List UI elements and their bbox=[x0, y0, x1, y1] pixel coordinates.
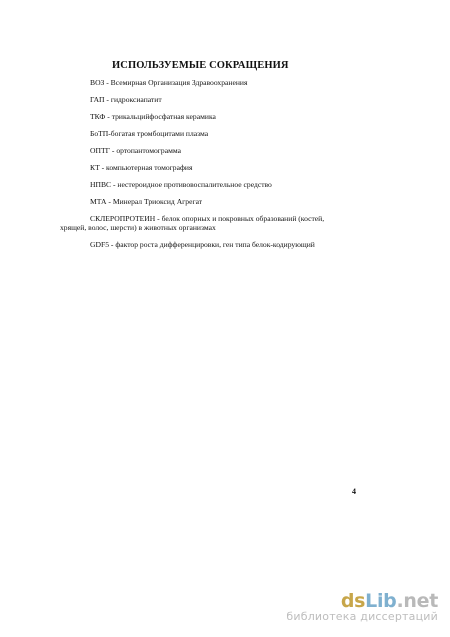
watermark-tagline: библиотека диссертаций bbox=[286, 610, 438, 623]
list-item bbox=[90, 146, 365, 155]
abbreviation-text: ОПТГ - ортопантомограмма bbox=[90, 146, 182, 155]
abbreviation-text: МТА - Минерал Триоксид Агрегат bbox=[90, 197, 203, 206]
page-number: 4 bbox=[352, 487, 356, 496]
list-item bbox=[90, 78, 365, 87]
list-item bbox=[60, 214, 365, 232]
list-item bbox=[90, 197, 365, 206]
watermark-logo-ds: ds bbox=[340, 590, 366, 612]
list-item bbox=[90, 163, 365, 172]
abbreviation-text-line-1: СКЛЕРОПРОТЕИН - белок опорных и покровных образований (костей, bbox=[90, 214, 325, 223]
page-title: ИСПОЛЬЗУЕМЫЕ СОКРАЩЕНИЯ bbox=[112, 60, 289, 71]
abbreviation-list bbox=[60, 78, 365, 257]
watermark-logo-net: .net bbox=[396, 590, 438, 612]
abbreviation-text: ВОЗ - Всемирная Организация Здравоохранения bbox=[90, 78, 248, 87]
abbreviation-text: ГАП - гидроксиапатит bbox=[90, 95, 162, 104]
abbreviation-text: БоТП-богатая тромбоцитами плазма bbox=[90, 129, 209, 138]
list-item bbox=[90, 129, 365, 138]
list-item bbox=[90, 180, 365, 189]
watermark-logo bbox=[286, 591, 438, 611]
watermark bbox=[286, 591, 438, 623]
list-item bbox=[90, 240, 365, 249]
abbreviation-text: НПВС - нестероидное противовоспалительное средство bbox=[90, 180, 272, 189]
abbreviation-text: ТКФ - трикальцийфосфатная керамика bbox=[90, 112, 216, 121]
list-item bbox=[90, 112, 365, 121]
abbreviation-text: GDF5 - фактор роста дифференцировки, ген типа белок-кодирующий bbox=[90, 240, 315, 249]
abbreviation-text-line-2: хрящей, волос, шерсти) в животных организмах bbox=[60, 223, 216, 232]
watermark-logo-lib: Lib bbox=[365, 590, 397, 612]
abbreviation-text: КТ - компьютерная томография bbox=[90, 163, 193, 172]
list-item bbox=[90, 95, 365, 104]
